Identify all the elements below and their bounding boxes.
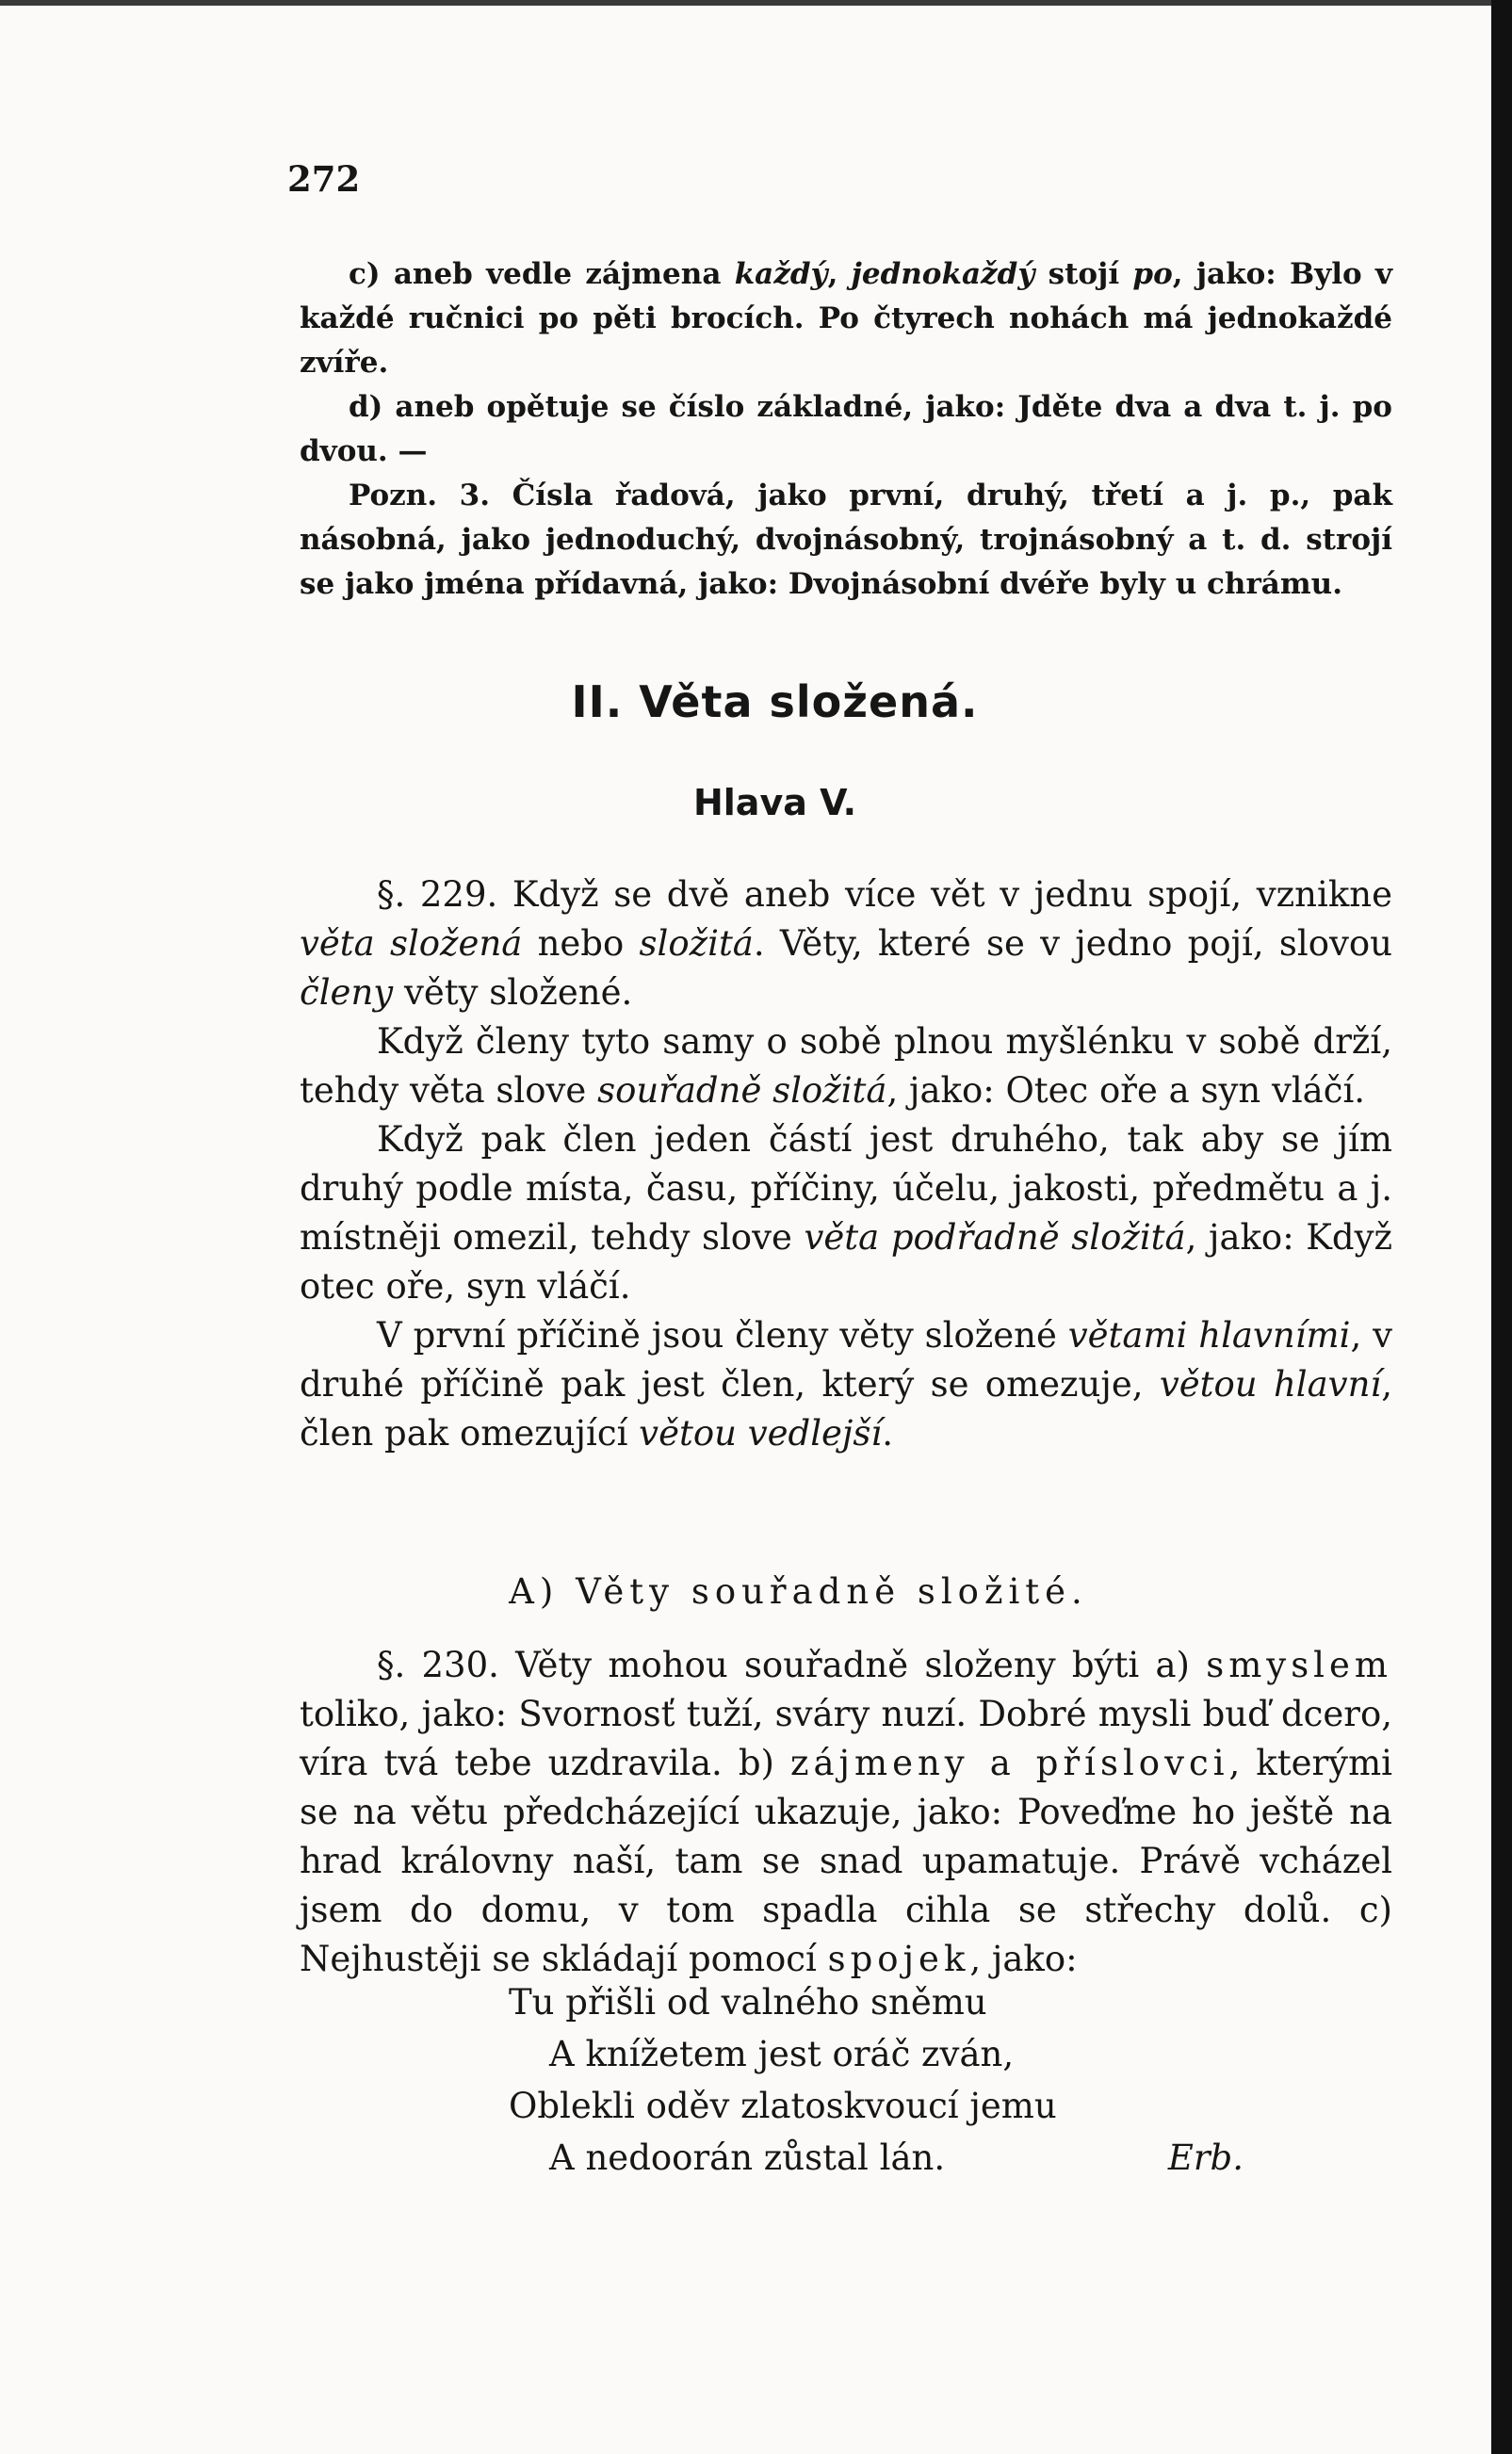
paragraph-c: c) aneb vedle zájmena každý, jednokaždý stojí po, jako: Bylo v každé ručnici po pěti brocích. Po čtyrech nohách má jednokaždé zvíře.	[300, 257, 1392, 380]
s229-paragraph-1: §. 229. Když se dvě aneb více vět v jednu spojí, vznikne věta složená nebo složitá. Věty, které se v jedno pojí, slovou členy věty složené.	[300, 874, 1392, 1013]
scan-edge-right	[1491, 0, 1512, 2454]
poem-line-3: Oblekli oděv zlatoskvoucí jemu	[509, 2086, 1057, 2126]
poem-quote	[509, 1976, 1281, 2184]
section-a-heading: A) Věty souřadně složité.	[509, 1571, 1088, 1612]
section-229	[300, 870, 1392, 1458]
poem-line-2: A knížetem jest oráč zván,	[549, 2034, 1015, 2074]
poem-line-4: A nedoorán zůstal lán. Erb.	[509, 2132, 1281, 2184]
s230-paragraph: §. 230. Věty mohou souřadně složeny býti a) smyslem toliko, jako: Svornosť tuží, sváry nuzí. Dobré mysli buď dcero, víra tvá tebe uzdravila. b) zájmeny a příslovci, kterými se na větu předcházející ukazuje, jako: Poveďme ho ještě na hrad královny naší, tam se snad upamatuje. Právě vcházel jsem do domu, v tom spadla cihla se střechy dolů. c) Nejhustěji se skládají pomocí spojek, jako:	[300, 1645, 1392, 1979]
s229-paragraph-4: V první příčině jsou členy věty složené větami hlavními, v druhé příčině pak jest člen, který se omezuje, větou hlavní, člen pak omezující větou vedlejší.	[300, 1315, 1392, 1454]
section-230	[300, 1641, 1392, 1984]
s229-paragraph-3: Když pak člen jeden částí jest druhého, tak aby se jím druhý podle místa, času, příčiny, účelu, jakosti, předmětu a j. místněji omezil, tehdy slove věta podřadně složitá, jako: Když otec oře, syn vláčí.	[300, 1119, 1393, 1307]
poem-author: Erb.	[1167, 2137, 1244, 2178]
small-text-block	[300, 252, 1392, 607]
note-3: Pozn. 3. Čísla řadová, jako první, druhý, třetí a j. p., pak násobná, jako jednoduchý, dvojnásobný, trojnásobný a t. d. strojí se jako jména přídavná, jako: Dvojnásobní dvéře byly u chrámu.	[300, 479, 1392, 601]
part-heading: II. Věta složená.	[571, 676, 979, 727]
chapter-heading: Hlava V.	[692, 782, 857, 823]
paragraph-d: d) aneb opětuje se číslo základné, jako: Jděte dva a dva t. j. po dvou. —	[300, 390, 1392, 468]
scan-edge-top	[0, 0, 1512, 6]
page-number: 272	[287, 158, 361, 200]
s229-paragraph-2: Když členy tyto samy o sobě plnou myšlénku v sobě drží, tehdy věta slove souřadně složitá, jako: Otec oře a syn vláčí.	[300, 1021, 1392, 1111]
poem-line-1: Tu přišli od valného sněmu	[509, 1982, 987, 2023]
